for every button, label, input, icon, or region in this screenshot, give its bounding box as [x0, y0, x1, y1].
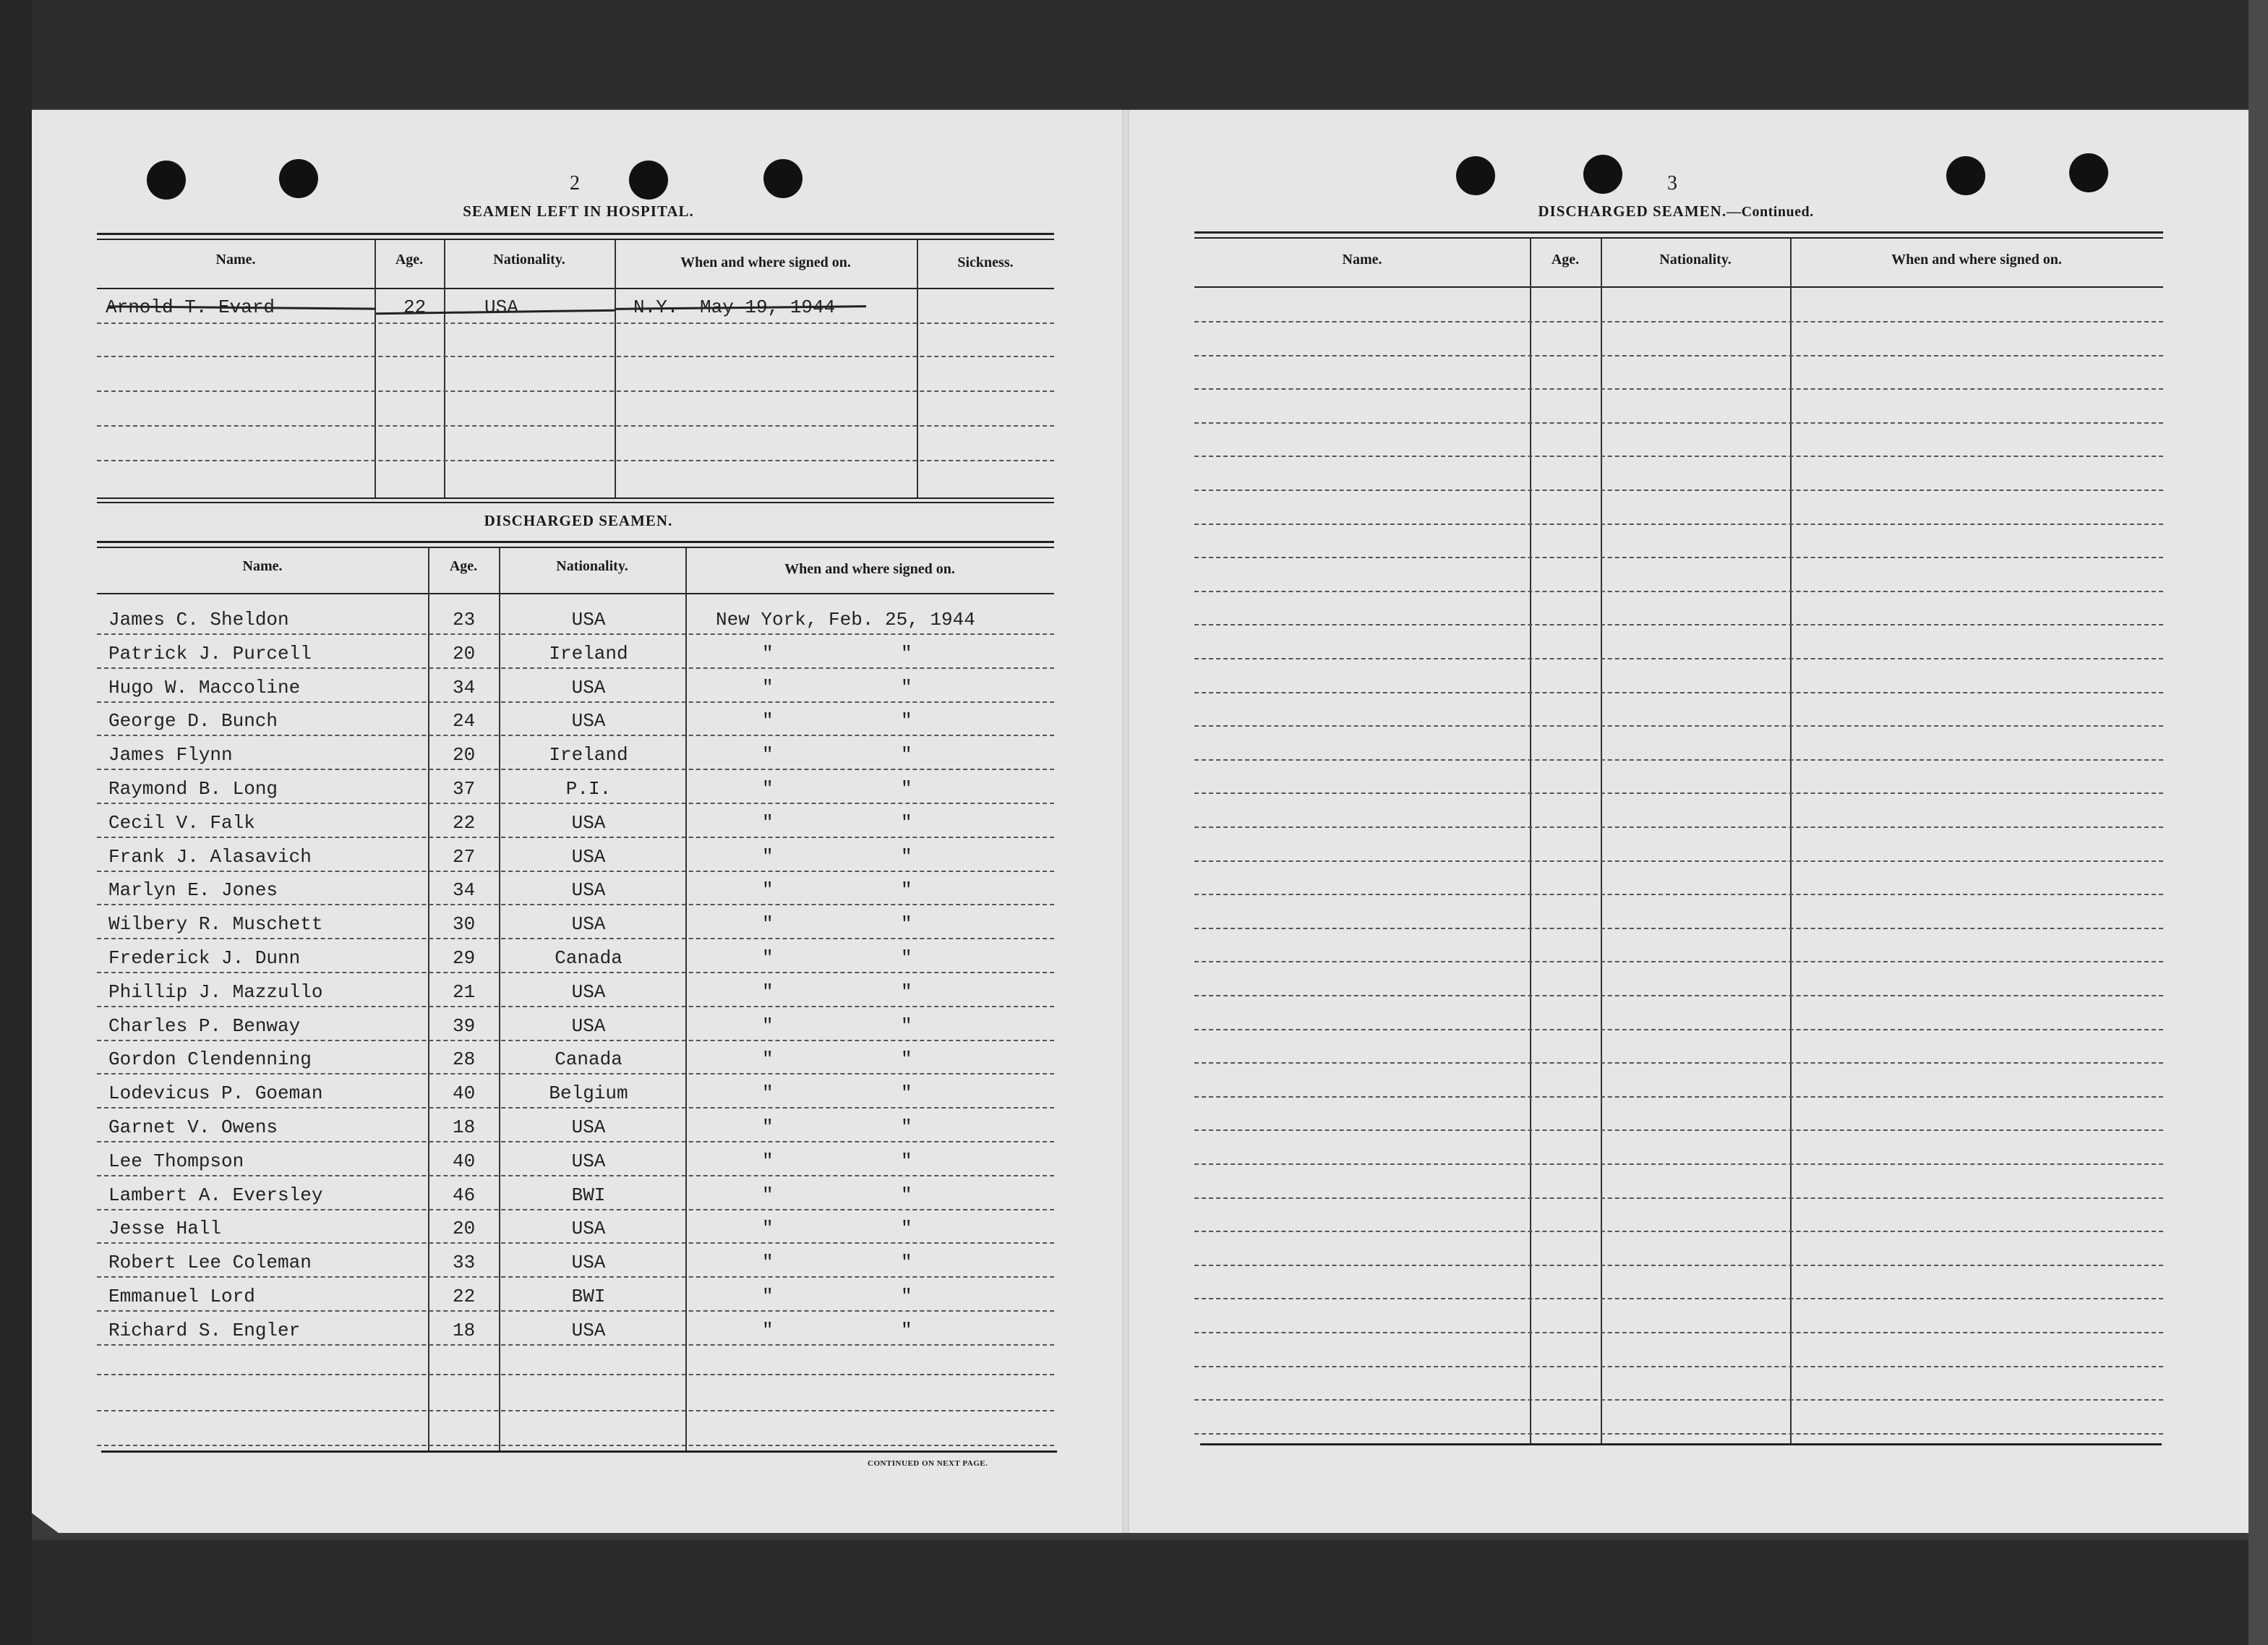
dotted-line: [97, 633, 1054, 635]
rule: [97, 541, 1054, 543]
ditto-mark: ": [901, 643, 912, 665]
seaman-age: 39: [453, 1015, 476, 1037]
ditto-mark: ": [762, 1286, 774, 1307]
rule: [97, 239, 1054, 240]
dotted-line: [1194, 792, 2163, 794]
ditto-mark: ": [762, 677, 774, 698]
binder-hole: [1583, 155, 1622, 194]
ditto-mark: ": [762, 846, 774, 868]
binder-hole: [763, 159, 803, 198]
seaman-age: 22: [453, 1286, 476, 1307]
dotted-line: [1194, 928, 2163, 929]
seaman-nationality: USA: [571, 1252, 606, 1273]
seaman-name: Lodevicus P. Goeman: [108, 1082, 323, 1104]
dotted-line: [1194, 860, 2163, 862]
seaman-name: Raymond B. Long: [108, 778, 278, 800]
column-divider: [375, 240, 376, 497]
ditto-mark: ": [901, 1082, 912, 1104]
seaman-name: Richard S. Engler: [108, 1320, 301, 1341]
dotted-line: [1194, 1265, 2163, 1266]
ditto-mark: ": [901, 1048, 912, 1070]
dotted-line: [1194, 1332, 2163, 1333]
dotted-line: [1194, 1062, 2163, 1064]
rule: [97, 288, 1054, 289]
dotted-line: [97, 1374, 1054, 1375]
page-fold: [1122, 110, 1129, 1533]
ditto-mark: ": [901, 744, 912, 766]
ditto-mark: ": [901, 1252, 912, 1273]
dotted-line: [1194, 1366, 2163, 1367]
dotted-line: [1194, 1129, 2163, 1131]
dotted-line: [97, 938, 1054, 939]
dotted-line: [97, 1344, 1054, 1346]
ditto-mark: ": [901, 677, 912, 698]
seaman-nationality: USA: [571, 677, 606, 698]
seaman-nationality: USA: [571, 1320, 606, 1341]
ditto-mark: ": [762, 744, 774, 766]
dotted-line: [97, 1410, 1054, 1411]
hospital-entry-age: 22: [403, 296, 427, 318]
ditto-mark: ": [762, 1320, 774, 1341]
seaman-name: Patrick J. Purcell: [108, 643, 312, 665]
seaman-age: 46: [453, 1184, 476, 1206]
seaman-name: Emmanuel Lord: [108, 1286, 255, 1307]
dotted-line: [1194, 961, 2163, 962]
dotted-line: [1194, 692, 2163, 693]
column-header-age: Age.: [1551, 252, 1580, 268]
column-header-signed-on: When and where signed on.: [784, 561, 955, 577]
seaman-age: 37: [453, 778, 476, 800]
ditto-mark: ": [762, 1015, 774, 1037]
column-header-name: Name.: [1342, 252, 1382, 268]
dotted-line: [97, 769, 1054, 770]
seaman-name: Frederick J. Dunn: [108, 947, 301, 969]
column-divider: [444, 240, 445, 497]
column-divider: [499, 548, 500, 1450]
seaman-name: Phillip J. Mazzullo: [108, 981, 323, 1003]
seaman-name: Lee Thompson: [108, 1150, 244, 1172]
discharged-section-title: DISCHARGED SEAMEN.: [484, 512, 673, 529]
hospital-section-title: SEAMEN LEFT IN HOSPITAL.: [463, 202, 694, 220]
seaman-name: Wilbery R. Muschett: [108, 913, 323, 935]
dotted-line: [97, 735, 1054, 736]
dotted-line: [1194, 1163, 2163, 1165]
ditto-mark: ": [901, 1320, 912, 1341]
dotted-line: [97, 871, 1054, 872]
column-header-age: Age.: [449, 558, 478, 574]
column-divider: [685, 548, 687, 1450]
column-header-nationality: Nationality.: [493, 252, 565, 268]
seaman-age: 20: [453, 643, 476, 665]
seaman-name: Jesse Hall: [108, 1218, 222, 1239]
column-header-signed-on: When and where signed on.: [680, 255, 851, 270]
dotted-line: [1194, 321, 2163, 322]
dotted-line: [1194, 658, 2163, 659]
dotted-line: [97, 667, 1054, 669]
seaman-name: Gordon Clendenning: [108, 1048, 312, 1070]
column-divider: [917, 240, 918, 497]
binder-hole: [1946, 156, 1985, 195]
rule: [1194, 231, 2163, 234]
dotted-line: [97, 1242, 1054, 1244]
ditto-mark: ": [901, 1015, 912, 1037]
rule: [97, 497, 1054, 499]
ditto-mark: ": [762, 1218, 774, 1239]
seaman-age: 20: [453, 1218, 476, 1239]
dotted-line: [97, 1141, 1054, 1142]
dotted-line: [1194, 826, 2163, 828]
dotted-line: [1194, 759, 2163, 761]
binder-hole: [147, 161, 186, 200]
ditto-mark: ": [762, 879, 774, 901]
seaman-name: Frank J. Alasavich: [108, 846, 312, 868]
rule: [1194, 237, 2163, 239]
rule: [97, 547, 1054, 548]
dotted-line: [97, 701, 1054, 703]
ditto-mark: ": [901, 1184, 912, 1206]
column-header-sickness: Sickness.: [957, 255, 1014, 270]
seaman-nationality: Belgium: [549, 1082, 628, 1104]
dotted-line: [1194, 1029, 2163, 1030]
column-divider: [428, 548, 429, 1450]
dotted-line: [1194, 1298, 2163, 1299]
dotted-line: [97, 1209, 1054, 1210]
dotted-line: [1194, 725, 2163, 727]
page-number-left: 2: [570, 172, 580, 195]
dotted-line: [97, 390, 1054, 392]
ditto-mark: ": [762, 947, 774, 969]
seaman-signed-on: New York, Feb. 25, 1944: [716, 609, 975, 631]
ditto-mark: ": [762, 643, 774, 665]
continued-section-title: [1452, 202, 1900, 221]
ditto-mark: ": [762, 1048, 774, 1070]
column-header-signed-on: When and where signed on.: [1891, 252, 2062, 268]
seaman-nationality: Ireland: [549, 643, 628, 665]
ditto-mark: ": [762, 778, 774, 800]
column-divider: [1601, 239, 1602, 1443]
ditto-mark: ": [901, 778, 912, 800]
seaman-name: Robert Lee Coleman: [108, 1252, 312, 1273]
column-divider: [1530, 239, 1531, 1443]
page-number-right: 3: [1667, 172, 1677, 195]
rule: [97, 502, 1054, 503]
dotted-line: [97, 1310, 1054, 1312]
ditto-mark: ": [901, 710, 912, 732]
seaman-age: 33: [453, 1252, 476, 1273]
dotted-line: [1194, 490, 2163, 491]
dotted-line: [1194, 624, 2163, 625]
binder-hole: [2069, 153, 2108, 192]
dotted-line: [97, 837, 1054, 838]
column-header-name: Name.: [215, 252, 256, 268]
rule: [97, 593, 1054, 594]
ditto-mark: ": [762, 1184, 774, 1206]
column-divider: [615, 240, 616, 497]
dotted-line: [1194, 557, 2163, 558]
ditto-mark: ": [901, 1286, 912, 1307]
dotted-line: [97, 356, 1054, 357]
dotted-line: [1194, 422, 2163, 424]
seaman-nationality: USA: [571, 710, 606, 732]
seaman-nationality: USA: [571, 812, 606, 834]
dotted-line: [97, 425, 1054, 427]
seaman-nationality: USA: [571, 609, 606, 631]
seaman-nationality: BWI: [571, 1184, 606, 1206]
dotted-line: [97, 460, 1054, 461]
seaman-nationality: USA: [571, 1150, 606, 1172]
ditto-mark: ": [762, 981, 774, 1003]
seaman-nationality: USA: [571, 846, 606, 868]
continued-title-suffix: —Continued.: [1726, 204, 1814, 220]
seaman-age: 34: [453, 677, 476, 698]
ditto-mark: ": [762, 1082, 774, 1104]
seaman-age: 30: [453, 913, 476, 935]
hospital-entry-place: N.Y.: [633, 296, 679, 318]
dotted-line: [1194, 1231, 2163, 1232]
dotted-line: [97, 322, 1054, 324]
dotted-line: [1194, 1197, 2163, 1199]
dotted-line: [97, 1040, 1054, 1041]
seaman-nationality: Ireland: [549, 744, 628, 766]
ditto-mark: ": [901, 879, 912, 901]
seaman-nationality: Canada: [555, 1048, 622, 1070]
rule: [97, 233, 1054, 235]
column-header-name: Name.: [242, 558, 283, 574]
dotted-line: [97, 972, 1054, 973]
seaman-nationality: USA: [571, 1218, 606, 1239]
seaman-age: 27: [453, 846, 476, 868]
ditto-mark: ": [762, 812, 774, 834]
seaman-age: 22: [453, 812, 476, 834]
dotted-line: [97, 1175, 1054, 1176]
ditto-mark: ": [901, 947, 912, 969]
column-header-nationality: Nationality.: [1659, 252, 1732, 268]
ditto-mark: ": [762, 1252, 774, 1273]
scan-background-left: [0, 0, 32, 1645]
seaman-age: 18: [453, 1116, 476, 1138]
column-divider: [1790, 239, 1792, 1443]
seaman-nationality: USA: [571, 913, 606, 935]
seaman-nationality: USA: [571, 1015, 606, 1037]
dotted-line: [97, 1107, 1054, 1108]
rule: [1200, 1443, 2162, 1445]
seaman-nationality: USA: [571, 981, 606, 1003]
ditto-mark: ": [762, 710, 774, 732]
binder-hole: [1456, 156, 1495, 195]
seaman-name: James C. Sheldon: [108, 609, 289, 631]
ditto-mark: ": [901, 913, 912, 935]
binder-hole: [629, 161, 668, 200]
dotted-line: [1194, 524, 2163, 525]
ditto-mark: ": [762, 1116, 774, 1138]
dotted-line: [97, 1073, 1054, 1074]
column-header-nationality: Nationality.: [556, 558, 628, 574]
dotted-line: [97, 1006, 1054, 1007]
seaman-age: 24: [453, 710, 476, 732]
continued-title-main: DISCHARGED SEAMEN.: [1538, 202, 1727, 220]
seaman-age: 28: [453, 1048, 476, 1070]
ditto-mark: ": [901, 812, 912, 834]
dotted-line: [1194, 995, 2163, 996]
seaman-name: Garnet V. Owens: [108, 1116, 278, 1138]
dotted-line: [1194, 388, 2163, 390]
seaman-nationality: BWI: [571, 1286, 606, 1307]
binder-hole: [279, 159, 318, 198]
hospital-entry-date: May 19, 1944: [700, 296, 836, 318]
seaman-name: Lambert A. Eversley: [108, 1184, 323, 1206]
dotted-line: [97, 1276, 1054, 1278]
scan-background-bottom: [0, 1540, 2268, 1645]
dotted-line: [1194, 1433, 2163, 1435]
dotted-line: [97, 904, 1054, 905]
ditto-mark: ": [901, 1218, 912, 1239]
ditto-mark: ": [762, 913, 774, 935]
ditto-mark: ": [901, 981, 912, 1003]
column-header-age: Age.: [395, 252, 424, 268]
seaman-age: 34: [453, 879, 476, 901]
dotted-line: [1194, 591, 2163, 592]
seaman-age: 29: [453, 947, 476, 969]
rule: [101, 1450, 1057, 1453]
scan-background-right: [2248, 0, 2268, 1645]
seaman-nationality: USA: [571, 879, 606, 901]
dotted-line: [97, 1445, 1054, 1446]
seaman-name: Charles P. Benway: [108, 1015, 301, 1037]
dotted-line: [1194, 355, 2163, 356]
seaman-name: George D. Bunch: [108, 710, 278, 732]
seaman-nationality: Canada: [555, 947, 622, 969]
seaman-age: 23: [453, 609, 476, 631]
dotted-line: [1194, 456, 2163, 457]
scan-background-top: [0, 0, 2268, 108]
seaman-nationality: USA: [571, 1116, 606, 1138]
seaman-age: 40: [453, 1150, 476, 1172]
seaman-age: 21: [453, 981, 476, 1003]
ditto-mark: ": [762, 1150, 774, 1172]
dotted-line: [1194, 894, 2163, 895]
hospital-entry-nationality: USA: [484, 296, 518, 318]
dotted-line: [1194, 1096, 2163, 1098]
dotted-line: [1194, 1399, 2163, 1401]
ditto-mark: ": [901, 1116, 912, 1138]
ditto-mark: ": [901, 1150, 912, 1172]
seaman-age: 18: [453, 1320, 476, 1341]
seaman-nationality: P.I.: [565, 778, 612, 800]
seaman-name: Cecil V. Falk: [108, 812, 255, 834]
rule: [1194, 286, 2163, 288]
seaman-name: James Flynn: [108, 744, 233, 766]
seaman-age: 20: [453, 744, 476, 766]
hospital-entry-name: Arnold T. Evard: [106, 296, 275, 318]
continued-footnote: CONTINUED ON NEXT PAGE.: [868, 1459, 988, 1468]
ditto-mark: ": [901, 846, 912, 868]
seaman-name: Marlyn E. Jones: [108, 879, 278, 901]
seaman-age: 40: [453, 1082, 476, 1104]
dotted-line: [97, 803, 1054, 804]
seaman-name: Hugo W. Maccoline: [108, 677, 301, 698]
